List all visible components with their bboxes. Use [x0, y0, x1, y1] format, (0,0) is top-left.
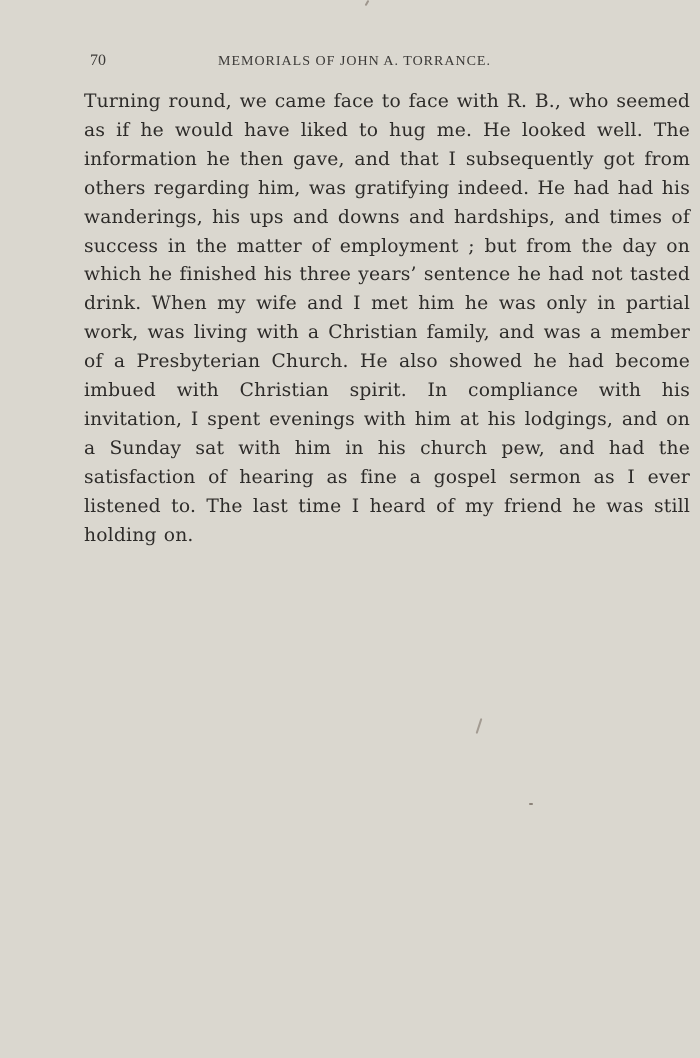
ink-mark: [365, 0, 370, 6]
ink-mark: [529, 803, 533, 805]
ink-mark: [476, 718, 483, 734]
paragraph: Turning round, we came face to face with R. B., who seemed as if he would have liked to hug me. He looked well. The information he then gave, and that I subsequently got from others regarding him, was gratifying indeed. He had had his wanderings, his ups and downs and hardships, and times of success in the matter of employment ; but from the day on which he finished his three years’ sentence he had not tasted drink. When my wife and I met him he was only in partial work, was living with a Christian family, and was a member of a Presbyterian Church. He also showed he had become imbued with Christian spirit. In compliance with his invitation, I spent evenings with him at his lodgings, and on a Sunday sat with him in his church pew, and had the satisfaction of hearing as fine a gospel sermon as I ever listened to. The last time I heard of my friend he was still holding on.: [84, 91, 690, 546]
body-text: [84, 88, 690, 551]
running-title: MEMORIALS OF JOHN A. TORRANCE.: [218, 54, 491, 69]
page-number: 70: [90, 52, 106, 69]
running-head: [90, 52, 560, 74]
